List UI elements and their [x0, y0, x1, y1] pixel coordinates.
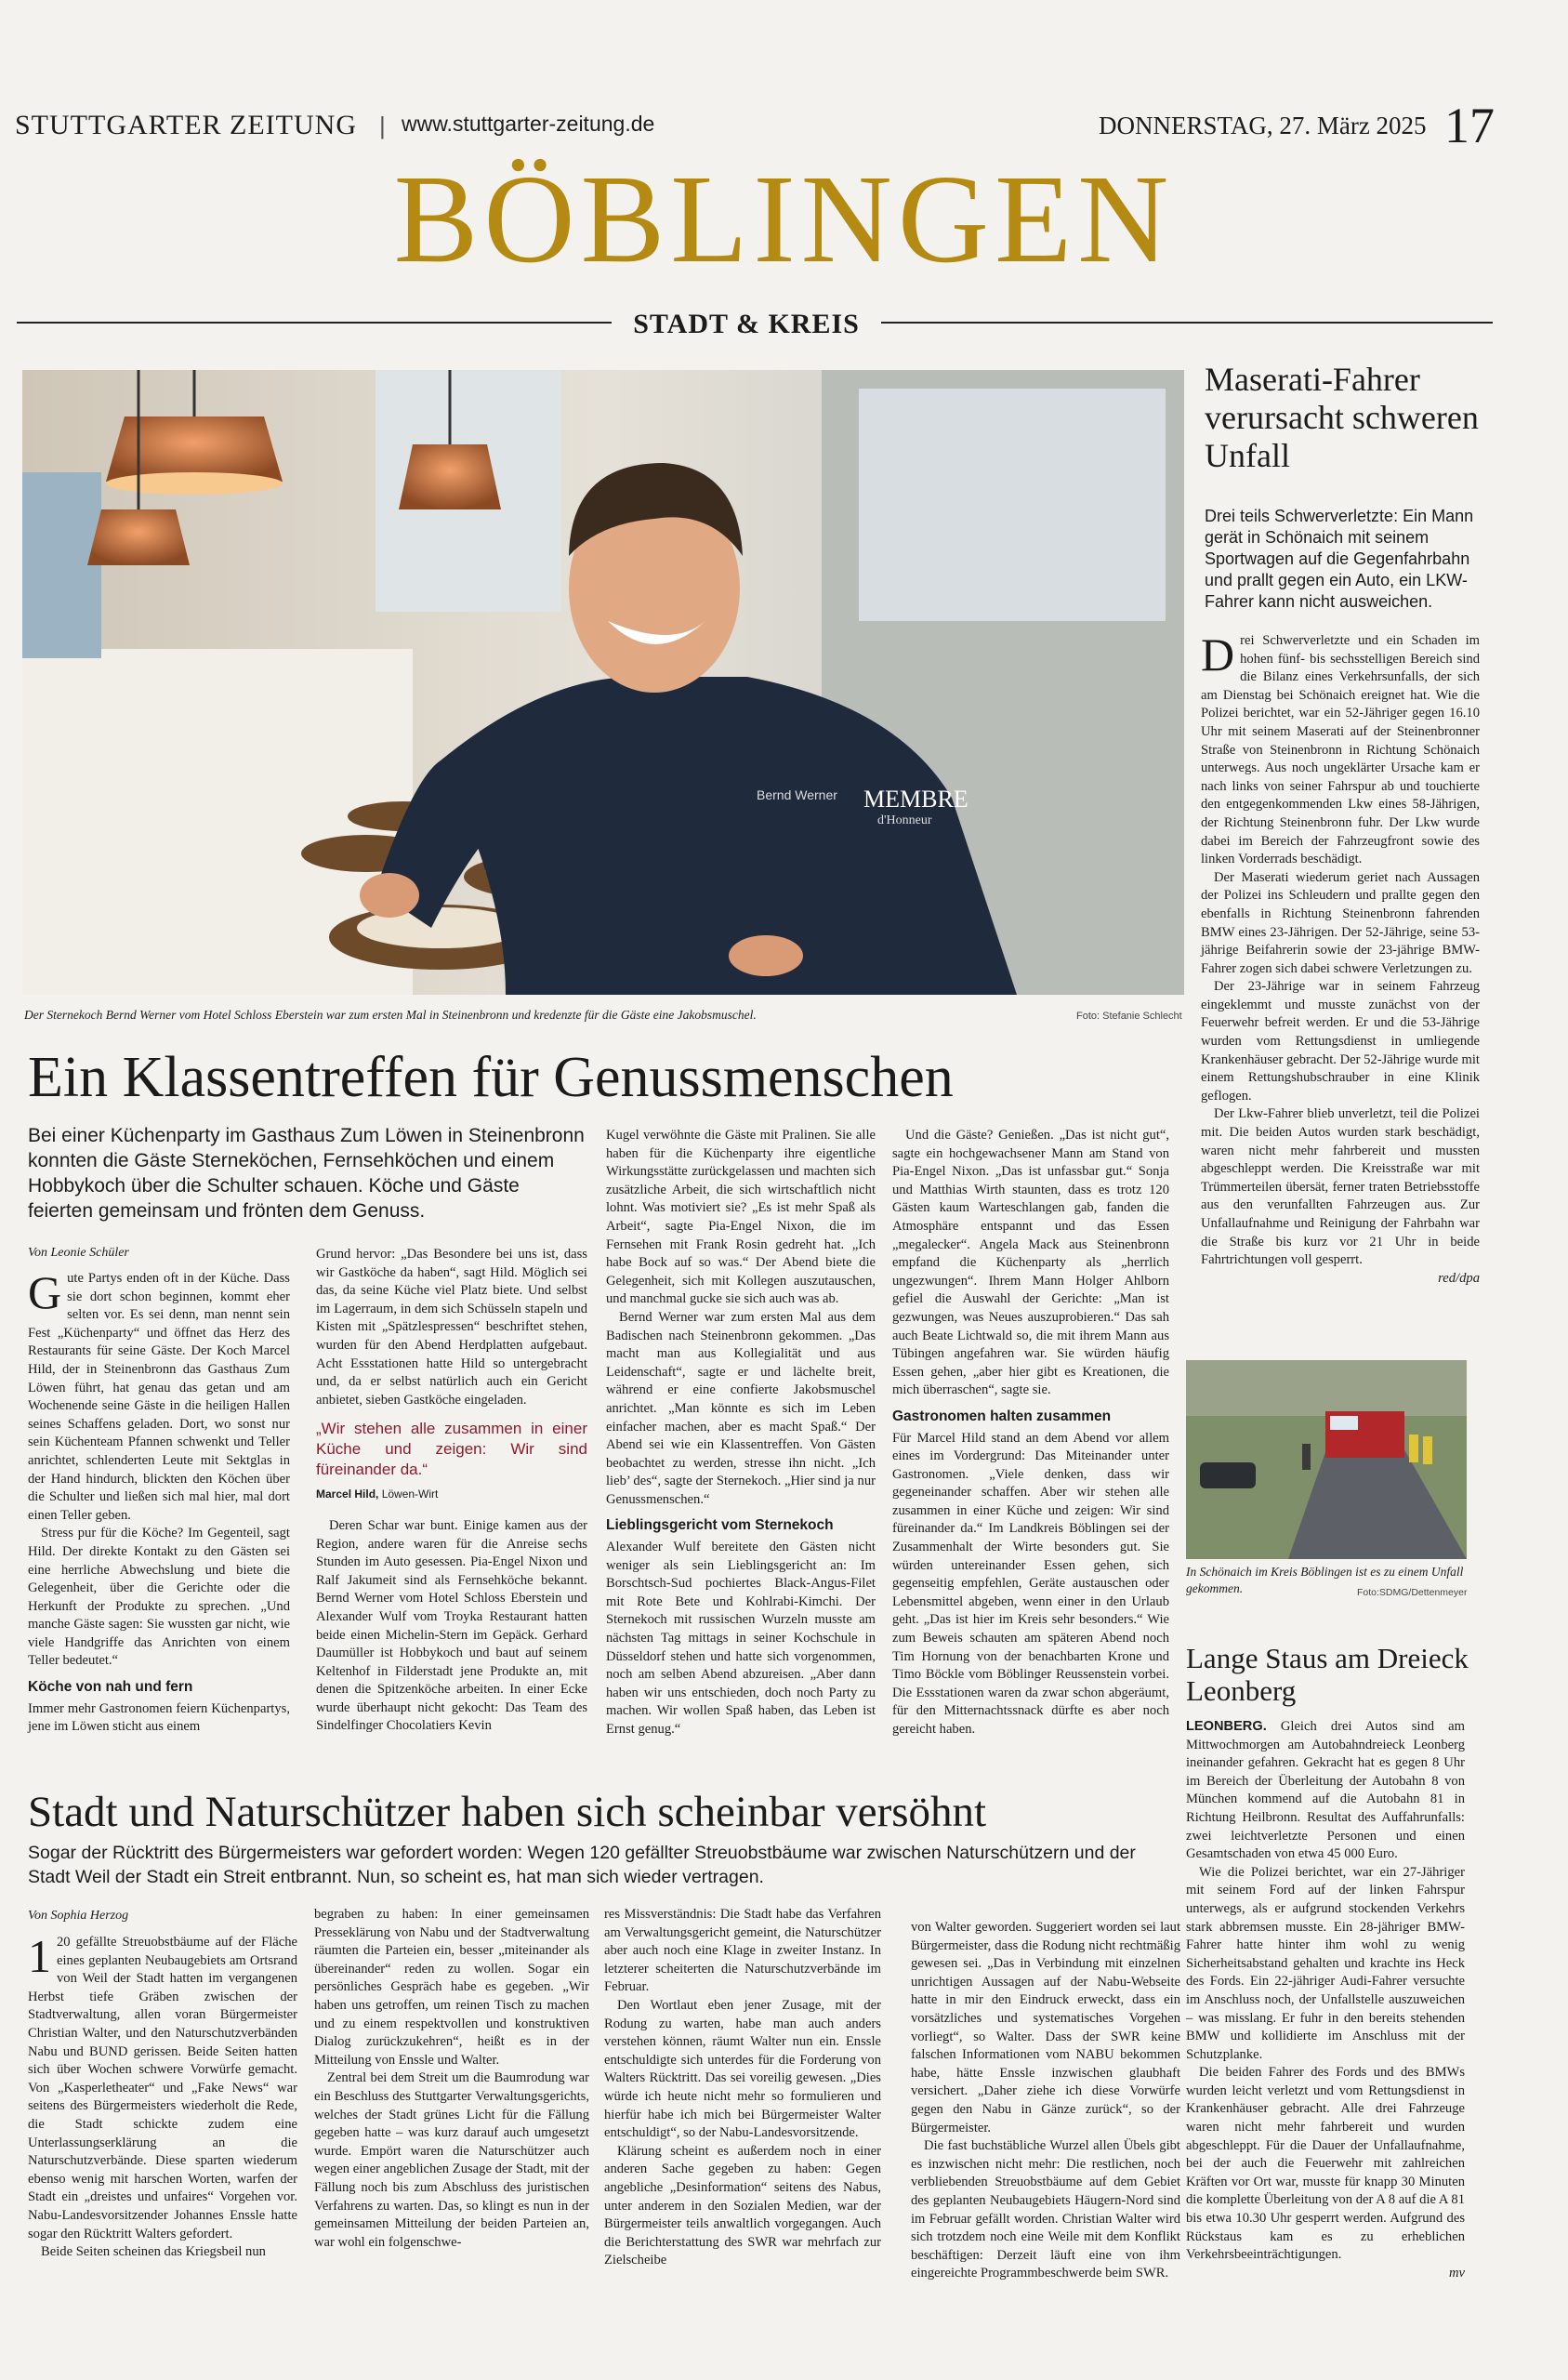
article-column-4 — [892, 1127, 1169, 1739]
paragraph: Immer mehr Gastronomen feiern Küchenpartys, jene im Löwen sticht aus einem — [28, 1700, 290, 1735]
jacket-name: Bernd Werner — [757, 787, 837, 802]
paragraph: Bernd Werner war zum ersten Mal aus dem Badischen nach Steinenbronn gekommen. „Das macht man aus Kollegialität und aus Leidenschaft“, sagte er und lächelte breit, während er eine confierte Jakobsmuschel anrichtet. „Man könnte es sich im Leben einfacher machen, aber es macht Spaß.“ Der Abend sei wie ein Klassentreffen. Von Gästen beobachtet zu werden, stresse ihn nicht. „Ich lieb’ des“, sagte der Sternekoch. „Hier sind ja nur Genussmenschen.“ — [606, 1309, 876, 1507]
paragraph: Alexander Wulf bereitete den Gästen nicht weniger als sein Lieblingsgericht an: Im Borschtsch-Sud pochiertes Black-Angus-Filet mit Rote Bete und Kohlrabi-Kimchi. Der Sternekoch mit russischen Wurzeln musste am nächsten Tag mittags in seiner Kochschule in Düsseldorf stehen und hatte sich vorgenommen, noch am selben Abend abzureisen. „Aber dann haben wir uns entschieden, doch noch Party zu machen. Wir wollen Spaß haben, das Leben ist Ernst genug.“ — [606, 1540, 876, 1737]
masthead-separator: | — [379, 112, 386, 139]
main-lead: Bei einer Küchenparty im Gasthaus Zum Löwen in Steinenbronn konnten die Gäste Sterneköchen, Fernsehköchen und einem Hobbykoch über die Schulter schauen. Köche und Gäste feierten gemeinsam und frönten dem Genuss. — [28, 1125, 585, 1222]
dropcap: G — [28, 1266, 62, 1318]
article-column-2 — [316, 1246, 587, 1736]
lower-author: Von Sophia Herzog — [28, 1909, 129, 1923]
quote-role: Löwen-Wirt — [378, 1488, 439, 1501]
section-rule-right — [881, 322, 1493, 324]
lower-column-2 — [314, 1906, 589, 2252]
lower-lead: Sogar der Rücktritt des Bürgermeisters war gefordert worden: Wegen 120 gefällter Streuobstbäume war zwischen Naturschützern und der Stadt Weil der Stadt ein Streit entbrannt. Nun, so scheint es, hat man sich wieder vertragen. — [28, 1843, 1136, 1887]
paragraph: Zentral bei dem Streit um die Baumrodung war ein Beschluss des Stuttgarter Verwaltungsgerichts, welches der Stadt grünes Licht für die Fällung gegeben hatte – was kurz darauf auch umgesetzt wurde. Empört waren die Naturschützer auch wegen einer angeblichen Zusage der Stadt, mit der Fällung noch bis zum Abschluss des juristischen Verfahrens zu warten. Das, so klingt es nun in der gemeinsamen Mitteilung der beiden Parteien an, war wohl ein folgenschwe- — [314, 2070, 589, 2250]
section-title: BÖBLINGEN — [393, 150, 1175, 289]
paragraph: Der 23-Jährige war in seinem Fahrzeug eingeklemmt und musste zunächst von der Feuerwehr befreit werden. Er und die 53-Jährige wurden vom Rettungsdienst in umliegende Krankenhäuser gebracht. Der 52-Jährige wurde mit einem Rettungshubschrauber in eine Klinik geflogen. — [1201, 979, 1480, 1104]
article-column-1 — [28, 1266, 290, 1737]
jacket-badge-sub: d'Honneur — [877, 813, 932, 827]
subheading: Köche von nah und fern — [28, 1679, 193, 1696]
paragraph: Klärung scheint es außerdem noch in einer anderen Sache gegeben zu haben: Gegen angebliche „Desinformation“ seitens des Nabus, unter anderem in den Sozialen Medien, war der Bürgermeister teils anwaltlich vorgegangen. Auch die Berichterstattung des SWR war mehrfach zur Zielscheibe — [604, 2143, 881, 2268]
accident-photo — [1186, 1360, 1467, 1559]
photo-credit: Foto: Stefanie Schlecht — [1076, 1011, 1182, 1022]
paragraph: ute Partys enden oft in der Küche. Dass sie dort schon beginnen, kommt eher selten vor. Es sei denn, man nennt sein Fest „Küchenparty“ und öffnet das Herz des Restaurants für seine Gäste. Der Koch Marcel Hild, der in Steinenbronn das Gasthaus Zum Löwen führt, hat genau das getan und am Wochenende seine Gäste in die heiligen Hallen seines Schaffens geladen. Dort, wo sonst nur sein Küchenteam Pfannen schwenkt und Teller anrichtet, schlenderten Leute mit Sektglas in der Hand hindurch, blickten den Köchen über die Schulter und ließen sich mal hier, mal dort einen Teller geben. — [28, 1271, 290, 1523]
sidebar-column-2 — [1186, 1718, 1465, 2282]
photo-caption: Der Sternekoch Bernd Werner vom Hotel Schloss Eberstein war zum ersten Mal in Steinenbronn und kredenzte für die Gäste eine Jakobsmuschel. — [24, 1008, 757, 1022]
paragraph: Stress pur für die Köche? Im Gegenteil, sagt Hild. Der direkte Kontakt zu den Gästen sei eine herrliche Abwechslung und biete die Gelegenheit, über die Gerichte oder die Herkunft der Produkte zu sprechen. „Und manche Gäste sagen: Sie wussten gar nicht, wie viele Handgriffe das Anrichten von einem Teller bedeutet.“ — [28, 1526, 290, 1669]
sidebar-lead: Drei teils Schwerverletzte: Ein Mann gerät in Schönaich mit seinem Sportwagen auf die Gegenfahrbahn und prallt gegen ein Auto, ein LKW-Fahrer kann nicht ausweichen. — [1205, 507, 1474, 611]
dropcap: D — [1201, 628, 1235, 681]
article-column-3 — [606, 1127, 876, 1739]
lower-column-4 — [911, 1919, 1180, 2283]
paragraph: Wie die Polizei berichtet, war ein 27-Jähriger mit seinem Ford auf der linken Fahrspur unterwegs, als er aufgrund stockenden Verkehrs stark abbremsen musste. Ein 28-jähriger BMW-Fahrer hatte hinter ihm wohl zu wenig Sicherheitsabstand gehalten und krachte ins Heck des Fords. Ein 22-jähriger Audi-Fahrer versuchte im Anschluss noch, der Unfallstelle auszuweichen – was misslang. Er fuhr in den bereits stehenden BMW und kollidierte im Anschluss mit der Schutzplanke. — [1186, 1864, 1465, 2062]
quote-name: Marcel Hild, — [316, 1488, 379, 1501]
lower-headline: Stadt und Naturschützer haben sich scheinbar versöhnt — [28, 1788, 987, 1836]
pull-quote-source — [316, 1486, 587, 1504]
sidebar-headline: Maserati-Fahrer verursacht schweren Unfall — [1205, 361, 1479, 474]
paragraph: Und die Gäste? Genießen. „Das ist nicht gut“, sagte ein hochgewachsener Mann am Stand von Pia-Engel Nixon. „Das ist unfassbar gut.“ Sonja und Matthias Wirth staunten, dass es trotz 120 Gästen kaum Warteschlangen gab, fanden die Atmosphäre entspannt und das Essen „megalecker“. Angela Mack aus Steinenbronn empfand die Küchenparty als „herrlich ungezwungen“. Ihrem Mann Holger Ahlborn gefiel die Auswahl der Gerichte: „Man ist gezwungen, was Neues auszuprobieren.“ Das sah auch Beate Lichtwald so, die mit ihrem Mann aus Tübingen angefahren war. Sie würden häufig Essen gehen, „aber hier gibt es Kreationen, die mich überraschen“, sagte sie. — [892, 1128, 1169, 1398]
paragraph: Der Lkw-Fahrer blieb unverletzt, teil die Polizei mit. Die beiden Autos wurden stark beschädigt, waren nicht mehr fahrbereit und mussten abgeschleppt werden. Die Kreisstraße war mit Trümmerteilen übersät, ferner traten Betriebsstoffe aus den verunfallten Fahrzeugen aus. Zur Unfallaufnahme und Reinigung der Fahrbahn war die Straße bis kurz vor 21 Uhr in beide Fahrtrichtungen voll gesperrt. — [1201, 1106, 1480, 1268]
paragraph: Kugel verwöhnte die Gäste mit Pralinen. Sie alle haben für die Küchenparty ihre eigentliche Wirkungsstätte zurückgelassen und machten sich zusätzliche Arbeit, die sich wirtschaftlich nicht lohnt. Was motiviert sie? „Es ist mehr Spaß als Arbeit“, sagte Pia-Engel Nixon, die im Fernsehen mit Frank Rosin gedreht hat. „Ich habe Bock auf so was.“ Der Abend biete die Gelegenheit, sich mit Kollegen auszutauschen, und manchmal gucke sie sich auch was ab. — [606, 1128, 876, 1307]
main-headline: Ein Klassentreffen für Genussmenschen — [28, 1046, 954, 1109]
accident-photo-caption: In Schönaich im Kreis Böblingen ist es zu einem Unfall gekommen. — [1186, 1565, 1464, 1595]
paragraph: res Missverständnis: Die Stadt habe das Verfahren am Verwaltungsgericht gemeint, die Naturschützer aber auch noch eine Klage in zweiter Instanz. In letzterer scheiterten die Naturschutzverbände im Februar. — [604, 1907, 881, 1995]
paragraph: Grund hervor: „Das Besondere bei uns ist, dass wir Gastköche da haben“, sagt Hild. Möglich sei das, da seine Küche viel Platz biete. Und selbst im Lagerraum, in dem sich Schüsseln stapeln und Kisten mit „Spätzlespressen“ beschriftet stehen, wurden für den Abend Herdplatten aufgebaut. Acht Essstationen hatte Hild so untergebracht und, da er selbst natürlich auch ein Gericht anbietet, sieben Gastköche eingeladen. — [316, 1247, 587, 1408]
subheading: Lieblingsgericht vom Sternekoch — [606, 1517, 834, 1534]
section-subtitle: STADT & KREIS — [633, 309, 860, 339]
dropcap: 1 — [28, 1930, 51, 1982]
paragraph: Beide Seiten scheinen das Kriegsbeil nun — [41, 2244, 266, 2260]
lower-column-3 — [604, 1906, 881, 2270]
jacket-badge: MEMBRE — [863, 786, 968, 813]
page-number: 17 — [1444, 98, 1495, 153]
paragraph: Gleich drei Autos sind am Mittwochmorgen am Autobahndreieck Leonberg ineinander gefahren. Gekracht hat es gegen 8 Uhr im Bereich der Überleitung der Autobahn 8 von München kommend auf die Autobahn 81 in Richtung Heilbronn. Resultat des Auffahrunfalls: zwei leichtverletzte Personen und einen Gesamtschaden von etwa 45 000 Euro. — [1186, 1719, 1465, 1862]
paragraph: Deren Schar war bunt. Einige kamen aus der Region, andere waren für die Anreise sechs Stunden im Auto gesessen. Pia-Engel Nixon und Ralf Jakumeit sind als Fernsehköche bekannt. Bernd Werner vom Hotel Schloss Eberstein und Alexander Wulf vom Troyka Restaurant hatten beide einen Michelin-Stern im Gepäck. Gerhard Daumüller ist Hobbykoch und baut auf seinem Keltenhof in Filderstadt jene Produkte an, mit denen die Spitzenköche arbeiten. In einer Ecke wurde überhaupt nicht gekocht: Das Team des Sindelfinger Chocolatiers Kevin — [316, 1517, 587, 1734]
newspaper-url[interactable]: www.stuttgarter-zeitung.de — [402, 112, 655, 136]
paragraph: Der Maserati wiederum geriet nach Aussagen der Polizei ins Schleudern und prallte gegen den ebenfalls in Richtung Steinenbronn fahrenden BMW eines 23-Jährigen. Der 52-Jährige, seine 53-jährige Beifahrerin sowie der 23-jährige BMW-Fahrer zogen sich dabei schwere Verletzungen zu. — [1201, 869, 1480, 976]
dateline: LEONBERG. — [1186, 1719, 1267, 1734]
paragraph: rei Schwerverletzte und ein Schaden im hohen fünf- bis sechsstelligen Bereich sind die Bilanz eines Verkehrsunfalls, der sich am Dienstag bei Schönaich ereignet hat. Wie die Polizei berichtet, war ein 52-Jähriger gegen 16.10 Uhr mit seinem Maserati auf der Steinenbronner Straße von Steinenbronn in Richtung Schönaich unterwegs. Aus noch ungeklärter Ursache kam er nach links von seiner Fahrspur ab und touchierte den entgegenkommenden Lkw eines 58-Jährigen, der Richtung Steinenbronn fuhr. Der Lkw wurde dabei im Bereich der Fahrzeugfront sowie des linken Vorderrads beschädigt. — [1201, 633, 1480, 867]
accident-photo-credit: Foto:SDMG/Dettenmeyer — [1357, 1587, 1468, 1598]
paragraph: 20 gefällte Streuobstbäume auf der Fläche eines geplanten Neubaugebiets am Ortsrand von Weil der Stadt hatten im vergangenen Herbst tiefe Gräben zwischen der Stadtverwaltung, allen voran Bürgermeister Christian Walter, und den Naturschutzverbänden Nabu und BUND gerissen. Beide Seiten hatten sich über Wochen schwere Vorwürfe gemacht. Von „Kasperletheater“ und „Fake News“ war seitens des Bürgermeisters wiederholt die Rede, die Stadt schickte zudem eine Unterlassungserklärung an die Naturschutzverbände. Diese sparten wiederum ebenso wenig mit harschen Worten, warfen der Stadt ein „dreistes und unfaires“ Vorgehen vor. Nabu-Landesvorsitzender Johannes Enssle hatte sogar den Rücktritt Walters gefordert. — [28, 1935, 297, 2241]
paragraph: Die fast buchstäbliche Wurzel allen Übels gibt es inzwischen nicht mehr: Die restlichen, noch verbliebenden Streuobstbäume auf dem Gebiet des geplanten Neubaugebiets Häugern-Nord sind im Februar gefällt worden. Christian Walter wird sich trotzdem noch eine Weile mit dem Konflikt beschäftigen: Derzeit läuft eine von ihm eingereichte Programmbeschwerde beim SWR. — [911, 2138, 1180, 2281]
signature: red/dpa — [1438, 1270, 1480, 1286]
sidebar-headline-2: Lange Staus am Dreieck Leonberg — [1186, 1642, 1469, 1707]
subheading: Gastronomen halten zusammen — [892, 1408, 1112, 1424]
paragraph: von Walter geworden. Suggeriert worden sei laut Bürgermeister, dass die Rodung nicht rechtmäßig gewesen sei. „Das in Verbindung mit einzelnen unrichtigen Aussagen auf der Nabu-Webseite hatte in mir den Eindruck erweckt, dass ein vorsätzliches und systematisches Vorgehen vorliegt“, so Walter. Dass der SWR keine falschen Informationen vom NABU bekommen habe, hätte Enssle inzwischen glaubhaft versichert. „Daher ziehe ich diese Vorwürfe gegen den Nabu in Gänze zurück“, so der Bürgermeister. — [911, 1920, 1180, 2135]
paragraph: begraben zu haben: In einer gemeinsamen Presseklärung von Nabu und der Stadtverwaltung räumten die Parteien ein, besser „miteinander als übereinander“ reden zu wollen. Sogar ein persönliches Gespräch habe es gegeben. „Wir haben uns getroffen, um reinen Tisch zu machen und zu einem respektvollen und konstruktiven Dialog zurückzukehren“, heißt es in der Mitteilung von Enssle und Walter. — [314, 1907, 589, 2068]
pull-quote: „Wir stehen alle zusammen in einer Küche und zeigen: Wir sind füreinander da.“ — [316, 1420, 587, 1479]
signature: mv — [1448, 2265, 1465, 2281]
issue-date: DONNERSTAG, 27. März 2025 — [1099, 112, 1427, 139]
chef-photo — [22, 370, 1184, 995]
section-rule-left — [17, 322, 612, 324]
paragraph: Den Wortlaut eben jener Zusage, mit der Rodung zu warten, habe man auch anders verstehen können, räumt Walter nun ein. Enssle entschuldigte sich unterdes für die Forderung von Walters Rücktritt. Das sei voreilig gewesen. „Dies würde ich heute nicht mehr so formulieren und hierfür habe ich mich bei Bürgermeister Walter entschuldigt“, so der Nabu-Landesvorsitzende. — [604, 1997, 881, 2141]
paragraph: Die beiden Fahrer des Fords und des BMWs wurden leicht verletzt und vom Rettungsdienst in Krankenhäuser gebracht. Alle drei Fahrzeuge waren nicht mehr fahrbereit und wurden abgeschleppt. Für die Dauer der Unfallaufnahme, bei der auch die Feuerwehr mit zahlreichen Kräften vor Ort war, musste für knapp 30 Minuten die komplette Überleitung von der A 8 auf die A 81 bis etwa 10.30 Uhr gesperrt werden. Aufgrund des Rückstaus kam es zu erheblichen Verkehrsbeeinträchtigungen. — [1186, 2065, 1465, 2263]
sidebar-column — [1201, 628, 1480, 1288]
paragraph: Für Marcel Hild stand an dem Abend vor allem eines im Vordergrund: Das Miteinander unter Gastronomen. „Viele denken, dass wir gegeneinander schaffen. Aber wir stehen alle zusammen in einer Küche und zeigen: Wir sind füreinander da.“ Im Landkreis Böblingen sei der Zusammenhalt der Wirte besonders gut. Sie würden untereinander Essen gehen, sich gegenseitig empfehlen, Geräte austauschen oder Lebensmittel abgeben, wenn einer in den Urlaub geht. „Das ist hier im Kreis sehr besonders.“ Wie zum Beweis schauten am späteren Abend noch Tim Hornung von der benachbarten Krone und Timo Böckle vom Böblinger Reussenstein vorbei. Die Essstationen waren da zwar schon abgeräumt, für den Mitternachtssnack dürfte es aber noch gereicht haben. — [892, 1430, 1169, 1737]
newspaper-name: STUTTGARTER ZEITUNG — [15, 110, 357, 140]
main-author: Von Leonie Schüler — [28, 1246, 129, 1260]
lower-column-1 — [28, 1930, 297, 2262]
